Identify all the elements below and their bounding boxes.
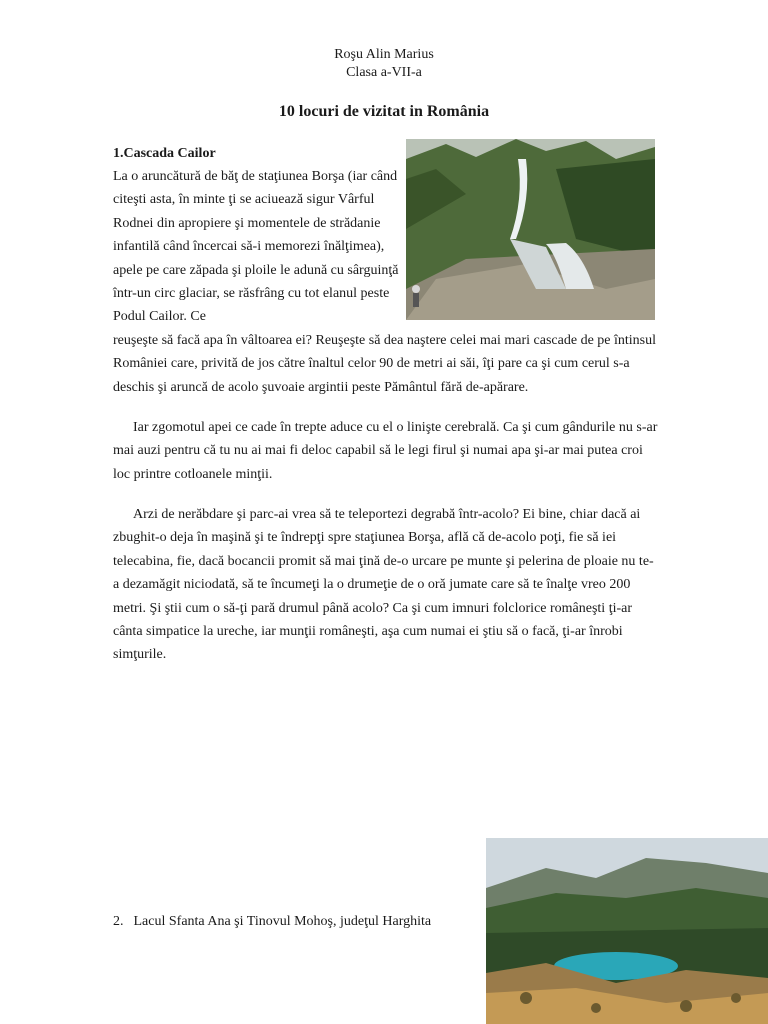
section-1-paragraph-3: Arzi de nerăbdare şi parc-ai vrea să te teleportezi degrabă într-acolo? Ei bine, chiar dacă ai zbughit-o deja în maşină şi te îndrepţi spre staţiunea Borşa, află că de-acolo poţi, fie să iei telecabina, fie, dacă bocancii promit să mai ţină de-o urcare pe munte şi pelerina de ploaie nu te-a dezamăgit niciodată, să te încumeţi la o drumeţie de o oră jumate care să te înalţe vreo 200 metri. Şi ştii cum o să-ţi pară drumul până acolo? Ca şi cum imnuri folclorice româneşti ţi-ar cânta simpatice la ureche, iar munţii româneşti, aşa cum numai ei ştiu să o facă, ţi-ar înrobi simţurile. [113,507,654,663]
section-1-heading: 1.Cascada Cailor [113,146,216,161]
section-1-continued-text: reuşeşte să facă apa în vâltoarea ei? Reuşeşte să dea naştere celei mai mari cascade de pe întinsul României care, privită de jos către înaltul celor 90 de metri ai săi, îţi pare ca şi cum cerul s-a deschis şi aruncă de acolo şuvoaie argintii peste Pământul fără de-apărare. [113,333,657,395]
crater-lake-photo [486,838,768,1024]
section-2-number: 2. [113,914,124,929]
class-line: Clasa a-VII-a [346,65,422,80]
document-title: 10 locuri de vizitat in România [278,103,490,120]
section-1-intro-text: La o aruncătură de băţ de staţiunea Borşa (iar când citeşti asta, în minte ţi se aciuează sigur Vârful Rodnei din apropiere şi momentele de strădanie infantilă când încercai să-i memorezi înălţimea), apele pe care zăpada şi ploile le adună cu sârguinţă într-un circ glaciar, se răsfrâng cu tot elanul peste Podul Cailor. Ce [113,169,399,325]
section-1-paragraph-2: Iar zgomotul apei ce cade în trepte aduce cu el o linişte cerebrală. Ca şi cum gândurile nu s-ar mai auzi pentru că tu nu ai mai fi deloc capabil să le legi firul şi numai apa şi-ar mai putea croi loc printre cotloanele minţii. [113,420,658,482]
section-2-heading [113,912,431,932]
author-name: Roşu Alin Marius [334,47,434,62]
section-2-title: Lacul Sfanta Ana şi Tinovul Mohoş, judeţul Harghita [133,914,432,929]
waterfall-photo [406,139,655,320]
